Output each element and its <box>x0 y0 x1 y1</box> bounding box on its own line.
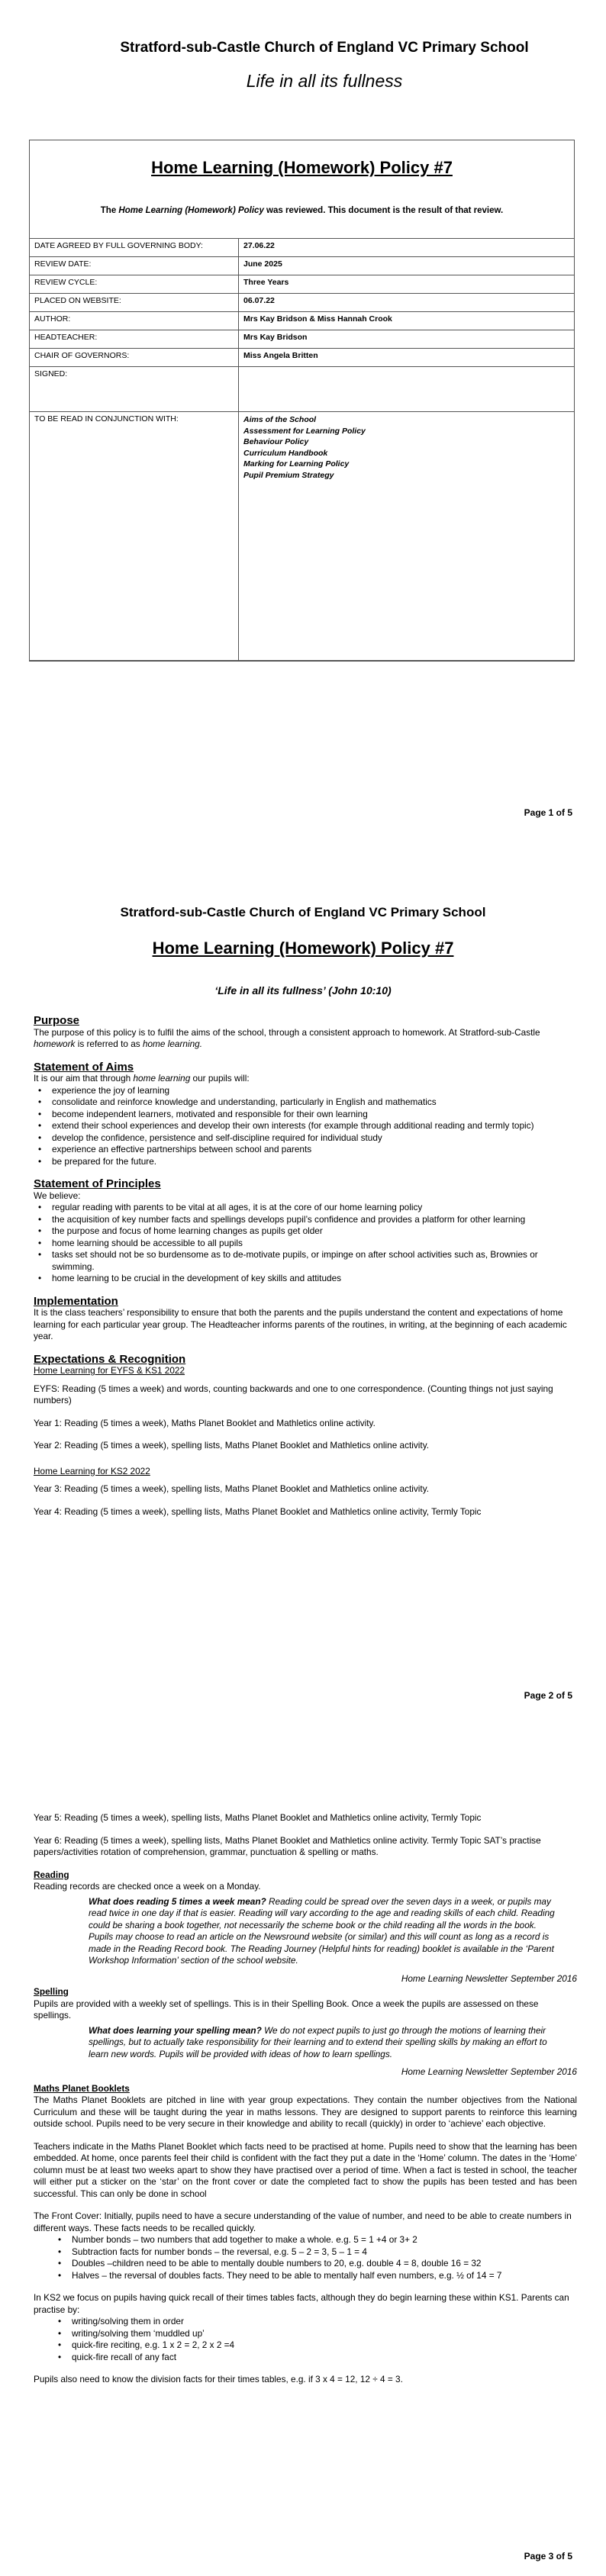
section-heading-aims: Statement of Aims <box>34 1060 134 1074</box>
list-item: • quick-fire reciting, e.g. 1 x 2 = 2, 2 x 2 =4 <box>64 2339 577 2352</box>
ks2-heading: Home Learning for KS2 2022 <box>34 1465 150 1476</box>
conjunction-list <box>243 414 569 481</box>
list-item: Assessment for Learning Policy <box>243 426 366 436</box>
list-item: • become independent learners, motivated and responsible for their own learning <box>44 1109 577 1121</box>
list-item: • home learning should be accessible to all pupils <box>44 1238 577 1250</box>
conjunction-list-cell <box>239 412 575 661</box>
reading-heading: Reading <box>34 1869 69 1880</box>
policy-body-page-3 <box>34 1812 577 2386</box>
table-row: CHAIR OF GOVERNORS: Miss Angela Britten <box>30 349 575 367</box>
list-item: • Subtraction facts for number bonds – the reversal, e.g. 5 – 2 = 3, 5 – 1 = 4 <box>64 2246 577 2259</box>
list-item: • quick-fire recall of any fact <box>64 2352 577 2364</box>
aims-intro: It is our aim that through home learning our pupils will: <box>34 1073 250 1084</box>
school-motto: Life in all its fullness <box>246 71 403 91</box>
year4-text: Year 4: Reading (5 times a week), spelling lists, Maths Planet Booklet and Mathletics online activity, Termly Topic <box>34 1505 482 1517</box>
reading-explanation: What does reading 5 times a week mean? Reading could be spread over the seven days in a week, or pupils may read twice in one day if that is easier. Reading will vary according to the age and reading skills of each child. Reading could be sharing a book together, not necessarily the scheme book or the child reading all the words in the book. Pupils may choose to read an article on the Newsround website (or similar) and this will count as long as a record is made in the Reading Record book. The Reading Journey (Helpful hints for reading) booklet is available in the ‘Parent Workshop Information’ section of the school website. <box>89 1895 555 1966</box>
list-item: Marking for Learning Policy <box>243 459 350 469</box>
list-item: • the purpose and focus of home learning changes as pupils get older <box>44 1225 577 1238</box>
list-item: Curriculum Handbook <box>243 448 328 458</box>
section-heading-principles: Statement of Principles <box>34 1177 161 1190</box>
spelling-explanation: What does learning your spelling mean? We do not expect pupils to just go through the motions of learning their spellings, but to actually take responsibility for their learning and to extend their spelling skills by making an effort to learn new words. Pupils will be provided with ideas of how to learn spellings. <box>89 2024 547 2059</box>
year5-text: Year 5: Reading (5 times a week), spelling lists, Maths Planet Booklet and Mathletics online activity, Termly Topic <box>34 1812 482 1823</box>
division-facts-text: Pupils also need to know the division facts for their times tables, e.g. if 3 x 4 = 12, 12 ÷ 4 = 3. <box>34 2374 403 2384</box>
list-item: • experience the joy of learning <box>44 1085 577 1097</box>
table-row <box>30 412 575 661</box>
list-item: • develop the confidence, persistence and self-discipline required for individual study <box>44 1132 577 1145</box>
table-row: REVIEW CYCLE: Three Years <box>30 275 575 294</box>
year3-text: Year 3: Reading (5 times a week), spelling lists, Maths Planet Booklet and Mathletics online activity. <box>34 1483 430 1494</box>
policy-body-page-2 <box>34 1015 577 1518</box>
list-item: Aims of the School <box>243 415 317 424</box>
review-note: The Home Learning (Homework) Policy was reviewed. This document is the result of that review. <box>100 206 504 215</box>
front-cover-text: The Front Cover: Initially, pupils need to have a secure understanding of the value of number, and need to be able to create numbers in different ways. These facts needs to be recalled quickly. <box>34 2211 572 2233</box>
spelling-text: Pupils are provided with a weekly set of spellings. This is in their Spelling Book. Once a week the pupils are assessed on these spellings. <box>34 1998 539 2021</box>
table-row: HEADTEACHER: Mrs Kay Bridson <box>30 330 575 349</box>
list-item: • writing/solving them in order <box>64 2316 577 2328</box>
school-name: Stratford-sub-Castle Church of England VC Primary School <box>120 905 486 919</box>
list-item: • regular reading with parents to be vital at all ages, it is at the core of our home learning policy <box>44 1202 577 1214</box>
list-item: • consolidate and reinforce knowledge and understanding, particularly in English and mathematics <box>44 1096 577 1109</box>
page-number: Page 1 of 5 <box>524 807 572 818</box>
eyfs-ks1-heading: Home Learning for EYFS & KS1 2022 <box>34 1365 185 1376</box>
purpose-text: The purpose of this policy is to fulfil the aims of the school, through a consistent approach to homework. At Stratford-sub-Castle homework is referred to as home learning. <box>34 1026 540 1049</box>
table-row: PLACED ON WEBSITE: 06.07.22 <box>30 294 575 312</box>
list-item: • tasks set should not be so burdensome as to de-motivate pupils, or impinge on after school activities such as, Brownies or swimming. <box>44 1249 577 1273</box>
principles-intro: We believe: <box>34 1190 81 1201</box>
list-item: Pupil Premium Strategy <box>243 470 334 480</box>
policy-title: Home Learning (Homework) Policy #7 <box>152 939 454 958</box>
list-item: • Halves – the reversal of doubles facts. They need to be able to mentally half even numbers, e.g. ½ of 14 = 7 <box>64 2270 577 2282</box>
reading-text: Reading records are checked once a week on a Monday. <box>34 1881 261 1892</box>
implementation-text: It is the class teachers’ responsibility to ensure that both the parents and the pupils understand the content and expectations of home learning for each particular year group. The Headteacher informs parents of the routines, in writing, at the beginning of each academic year. <box>34 1307 567 1341</box>
principles-list <box>34 1202 577 1285</box>
list-item: • extend their school experiences and develop their own interests (for example through additional reading and termly topic) <box>44 1120 577 1132</box>
maths-planet-text-2: Teachers indicate in the Maths Planet Booklet which facts need to be practised at home. Pupils need to show that the learning has been embedded. At home, once parents feel their child is confident with the fact they put a date in the ‘Home’ column. The dates in the ‘Home’ column must be at least two weeks apart to show they have practised over a period of time. When a fact is tested in school, the teacher will either put a sticker on the ‘star’ on the front cover or date the completed fact to show the pupils has been tested and has been successful. This can only be done in school <box>34 2140 577 2199</box>
page-number: Page 3 of 5 <box>524 2551 572 2562</box>
list-item: Behaviour Policy <box>243 437 309 446</box>
section-heading-implementation: Implementation <box>34 1294 118 1308</box>
spelling-heading: Spelling <box>34 1986 69 1997</box>
table-row: REVIEW DATE: June 2025 <box>30 257 575 275</box>
policy-cover-box <box>29 140 575 662</box>
policy-motto: ‘Life in all its fullness’ (John 10:10) <box>214 984 392 997</box>
school-name: Stratford-sub-Castle Church of England VC Primary School <box>120 40 529 56</box>
list-item: • Number bonds – two numbers that add together to make a whole. e.g. 5 = 1 +4 or 3+ 2 <box>64 2234 577 2246</box>
list-item: • the acquisition of key number facts and spellings develops pupil’s confidence and provides a platform for other learning <box>44 1214 577 1226</box>
year6-text: Year 6: Reading (5 times a week), spelling lists, Maths Planet Booklet and Mathletics online activity. Termly Topic SAT’s practise papers/activities rotation of comprehension, grammar, punctuation & spelling or maths. <box>34 1834 541 1857</box>
table-row: SIGNED: <box>30 367 575 412</box>
list-item: • be prepared for the future. <box>44 1156 577 1168</box>
page-number: Page 2 of 5 <box>524 1690 572 1701</box>
section-heading-expectations: Expectations & Recognition <box>34 1352 186 1366</box>
practise-list <box>34 2316 577 2363</box>
ks2-times-tables-text: In KS2 we focus on pupils having quick recall of their times tables facts, although they do begin learning these within KS1. Parents can practise by: <box>34 2292 569 2315</box>
facts-list <box>34 2234 577 2281</box>
table-row: DATE AGREED BY FULL GOVERNING BODY: 27.06.22 <box>30 239 575 257</box>
list-item: • experience an effective partnerships between school and parents <box>44 1144 577 1156</box>
reading-source: Home Learning Newsletter September 2016 <box>401 1972 577 1984</box>
eyfs-text: EYFS: Reading (5 times a week) and words, counting backwards and one to one correspondence. (Counting things not just saying numbers) <box>34 1383 553 1406</box>
year2-text: Year 2: Reading (5 times a week), spelling lists, Maths Planet Booklet and Mathletics online activity. <box>34 1440 430 1451</box>
section-heading-purpose: Purpose <box>34 1014 80 1027</box>
maths-planet-heading: Maths Planet Booklets <box>34 2082 130 2094</box>
list-item: • home learning to be crucial in the development of key skills and attitudes <box>44 1273 577 1285</box>
list-item: • writing/solving them ‘muddled up’ <box>64 2328 577 2340</box>
spelling-source: Home Learning Newsletter September 2016 <box>401 2066 577 2077</box>
policy-metadata-table <box>29 238 575 661</box>
maths-planet-text-1: The Maths Planet Booklets are pitched in line with year group expectations. They contain the number objectives from the National Curriculum and these will be taught during the year in maths lessons. They are designed to support parents to reinforce this learning outside school. Pupils need to be very secure in their knowledge and ability to recall (quickly) in order to ‘achieve’ each objective. <box>34 2095 577 2129</box>
conjunction-label: TO BE READ IN CONJUNCTION WITH: <box>30 412 239 661</box>
year1-text: Year 1: Reading (5 times a week), Maths Planet Booklet and Mathletics online activity. <box>34 1417 376 1428</box>
aims-list <box>34 1085 577 1168</box>
list-item: • Doubles –children need to be able to mentally double numbers to 20, e.g. double 4 = 8, double 16 = 32 <box>64 2258 577 2270</box>
policy-title: Home Learning (Homework) Policy #7 <box>151 158 453 177</box>
table-row: AUTHOR: Mrs Kay Bridson & Miss Hannah Crook <box>30 312 575 330</box>
